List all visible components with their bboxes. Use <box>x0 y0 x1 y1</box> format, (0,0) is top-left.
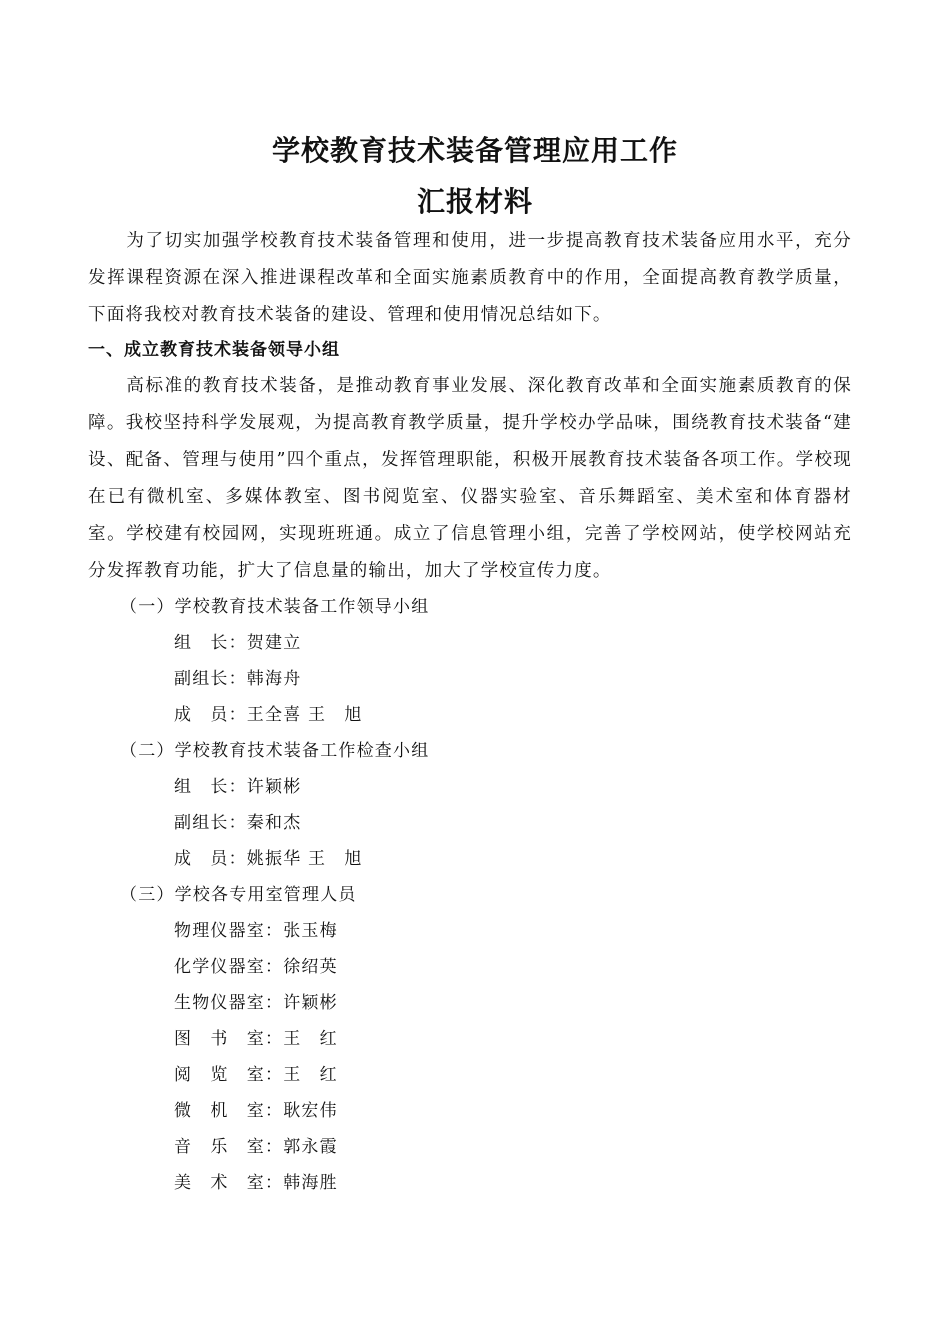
section1-text: 高标准的教育技术装备，是推动教育事业发展、深化教育改革和全面实施素质教育的保障。我校坚持科学发展观，为提高教育教学质量，提升学校办学品味，围绕教育技术装备“建设、配备、管理与使用”四个重点，发挥管理职能，积极开展教育技术装备各项工作。学校现在已有微机室、多媒体教室、图书阅览室、仪器实验室、音乐舞蹈室、美术室和体育器材室。学校建有校园网，实现班班通。成立了信息管理小组，完善了学校网站，使学校网站充分发挥教育功能，扩大了信息量的输出，加大了学校宣传力度。 <box>88 376 852 581</box>
document-subtitle: 汇报材料 <box>416 185 533 218</box>
group2-title: （二）学校教育技术装备工作检查小组 <box>120 741 430 761</box>
group3-title: （三）学校各专用室管理人员 <box>120 885 357 905</box>
group3-row: 微 机 室：耿宏伟 <box>174 1101 338 1121</box>
section1-heading: 一、成立教育技术装备领导小组 <box>88 340 340 360</box>
group3-row: 图 书 室：王 红 <box>174 1029 338 1049</box>
group3-row: 阅 览 室：王 红 <box>174 1065 338 1085</box>
group2-row: 成 员：姚振华 王 旭 <box>174 849 363 869</box>
group1-row: 成 员：王全喜 王 旭 <box>174 705 363 725</box>
group2-row: 组 长：许颖彬 <box>174 777 302 797</box>
group3-row: 物理仪器室：张玉梅 <box>174 921 338 941</box>
document-title: 学校教育技术装备管理应用工作 <box>271 134 678 167</box>
section1-paragraph <box>88 368 852 590</box>
group3-row: 音 乐 室：郭永霞 <box>174 1137 338 1157</box>
intro-paragraph <box>88 223 852 334</box>
group3-row: 美 术 室：韩海胜 <box>174 1173 338 1193</box>
group1-row: 组 长：贺建立 <box>174 633 302 653</box>
group1-title: （一）学校教育技术装备工作领导小组 <box>120 597 430 617</box>
group1-row: 副组长：韩海舟 <box>174 669 302 689</box>
group3-row: 生物仪器室：许颖彬 <box>174 993 338 1013</box>
group3-row: 化学仪器室：徐绍英 <box>174 957 338 977</box>
group2-row: 副组长：秦和杰 <box>174 813 302 833</box>
intro-text: 为了切实加强学校教育技术装备管理和使用，进一步提高教育技术装备应用水平，充分发挥课程资源在深入推进课程改革和全面实施素质教育中的作用，全面提高教育教学质量，下面将我校对教育技术装备的建设、管理和使用情况总结如下。 <box>88 231 852 325</box>
